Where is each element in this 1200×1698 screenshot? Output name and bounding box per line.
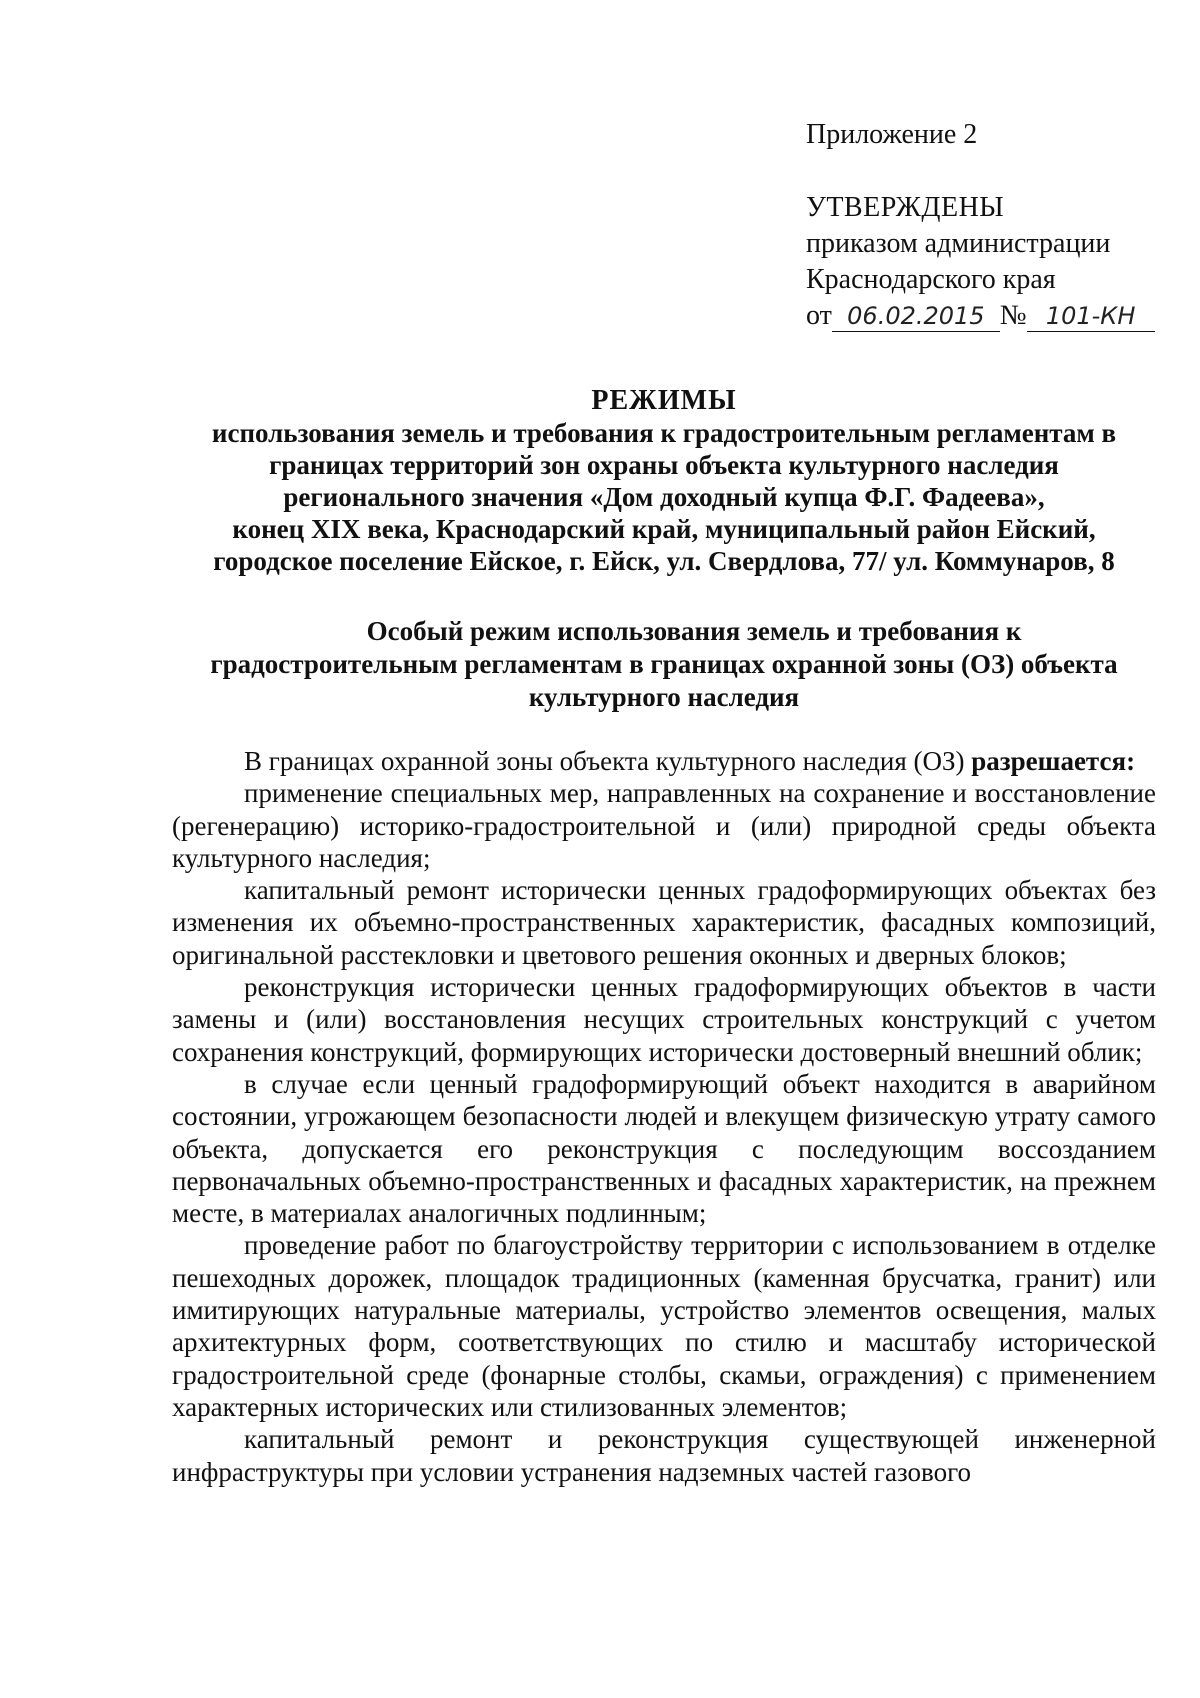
section-heading — [172, 615, 1156, 714]
title-line: конец XIX века, Краснодарский край, муниципальный район Ейский, — [232, 514, 1096, 544]
document-body — [172, 745, 1156, 1488]
intro-text: В границах охранной зоны объекта культурного наследия (ОЗ) — [244, 746, 965, 776]
appendix-label: Приложение 2 — [806, 119, 978, 150]
approved-heading: УТВЕРЖДЕНЫ — [806, 192, 1005, 223]
title-line: городское поселение Ейское, г. Ейск, ул. Свердлова, 77/ ул. Коммунаров, 8 — [213, 546, 1115, 576]
title-line: регионального значения «Дом доходный купца Ф.Г. Фадеева», — [283, 482, 1045, 512]
body-paragraph: капитальный ремонт и реконструкция существующей инженерной инфраструктуры при условии устранения надземных частей газового — [172, 1424, 1156, 1487]
title-line: границах территорий зон охраны объекта культурного наследия — [269, 450, 1059, 480]
body-paragraph: реконструкция исторически ценных градоформирующих объектов в части замены и (или) восстановления несущих строительных конструкций с учетом сохранения конструкций, формирующих исторически достоверный внешний облик; — [172, 972, 1156, 1067]
section-heading-line: Особый режим использования земель и требования к — [366, 616, 1022, 646]
approval-date-number-line — [806, 298, 1155, 334]
body-paragraph: проведение работ по благоустройству территории с использованием в отделке пешеходных дорожек, площадок традиционных (каменная брусчатка, гранит) или имитирующих натуральные материалы, устройство элементов освещения, малых архитектурных форм, соответствующих по стилю и масштабу исторической градостроительной среде (фонарные столбы, скамьи, ограждения) с применением характерных исторических или стилизованных элементов; — [172, 1230, 1156, 1422]
approval-order-line-2: Краснодарского края — [806, 264, 1056, 295]
approval-order-line-1: приказом администрации — [806, 228, 1111, 259]
intro-paragraph — [172, 745, 1156, 777]
handwritten-number: 101-КН — [1027, 301, 1155, 332]
handwritten-date: 06.02.2015 — [832, 301, 1000, 332]
body-paragraph: капитальный ремонт исторически ценных градоформирующих объектах без изменения их объемно-пространственных характеристик, фасадных композиций, оригинальной расстекловки и цветового решения оконных и дверных блоков; — [172, 875, 1156, 970]
document-title-block — [172, 385, 1156, 577]
body-paragraph: применение специальных мер, направленных на сохранение и восстановление (регенерацию) историко-градостроительной и (или) природной среды объекта культурного наследия; — [172, 778, 1156, 873]
number-sign: № — [999, 300, 1027, 331]
document-title: РЕЖИМЫ — [591, 385, 737, 416]
section-heading-line: градостроительным регламентам в границах охранной зоны (ОЗ) объекта — [210, 649, 1118, 679]
approval-block — [806, 190, 1155, 334]
body-paragraph: в случае если ценный градоформирующий объект находится в аварийном состоянии, угрожающем безопасности людей и влекущем физическую утрату самого объекта, допускается его реконструкция с последующим воссозданием первоначальных объемно-пространственных и фасадных характеристик, на прежнем месте, в материалах аналогичных подлинным; — [172, 1068, 1156, 1229]
date-prefix: от — [806, 300, 832, 331]
intro-bold-text: разрешается: — [971, 746, 1136, 776]
title-line: использования земель и требования к градостроительным регламентам в — [211, 418, 1117, 448]
section-heading-line: культурного наследия — [528, 682, 800, 712]
